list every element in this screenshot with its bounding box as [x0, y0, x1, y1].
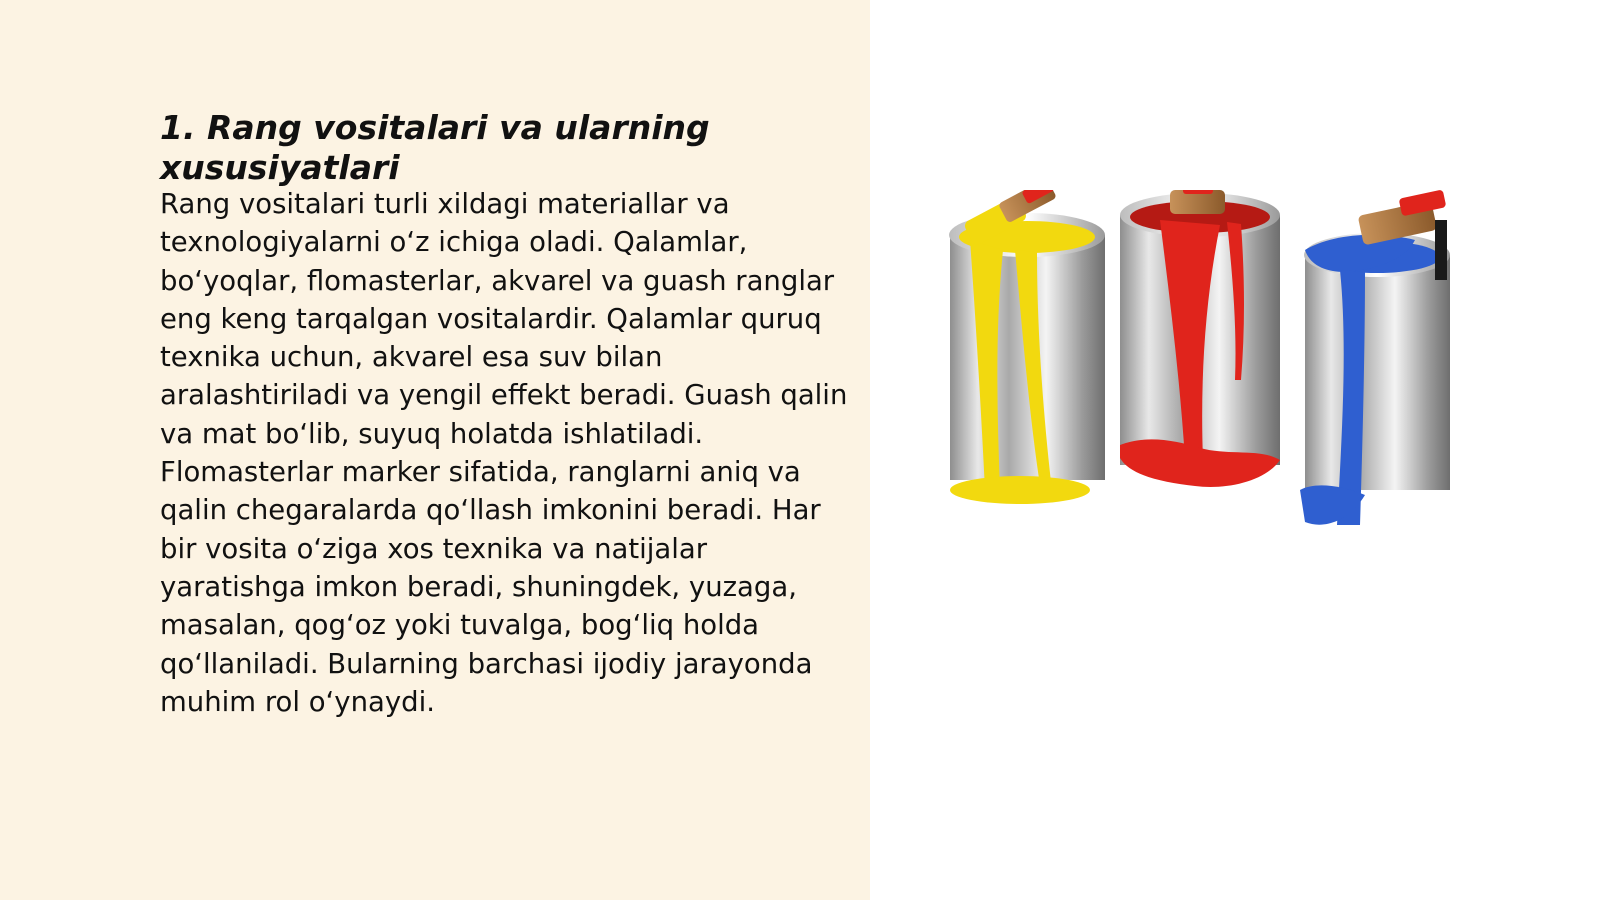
- yellow-paint-can-icon: [949, 190, 1105, 504]
- slide-title: 1. Rang vositalari va ularning xususiyatlari: [160, 108, 710, 187]
- slide-body-text: Rang vositalari turli xildagi materiallar va texnologiyalarni o‘z ichiga oladi. Qalamlar, bo‘yoqlar, flomasterlar, akvarel va guash ranglar eng keng tarqalgan vositalardir. Qalamlar quruq texnika uchun, akvarel esa suv bilan aralashtiriladi va yengil effekt beradi. Guash qalin va mat bo‘lib, suyuq holatda ishlatiladi. Flomasterlar marker sifatida, ranglarni aniq va qalin chegaralarda qo‘llash imkonini beradi. Har bir vosita o‘ziga xos texnika va natijalar yaratishga imkon beradi, shuningdek, yuzaga, masalan, qog‘oz yoki tuvalga, bog‘liq holda qo‘llaniladi. Bularning barchasi ijodiy jarayonda muhim rol o‘ynaydi.: [160, 188, 848, 718]
- red-paint-can-icon: [1120, 190, 1280, 487]
- blue-paint-can-icon: [1300, 190, 1450, 525]
- paint-cans-image: [945, 190, 1455, 540]
